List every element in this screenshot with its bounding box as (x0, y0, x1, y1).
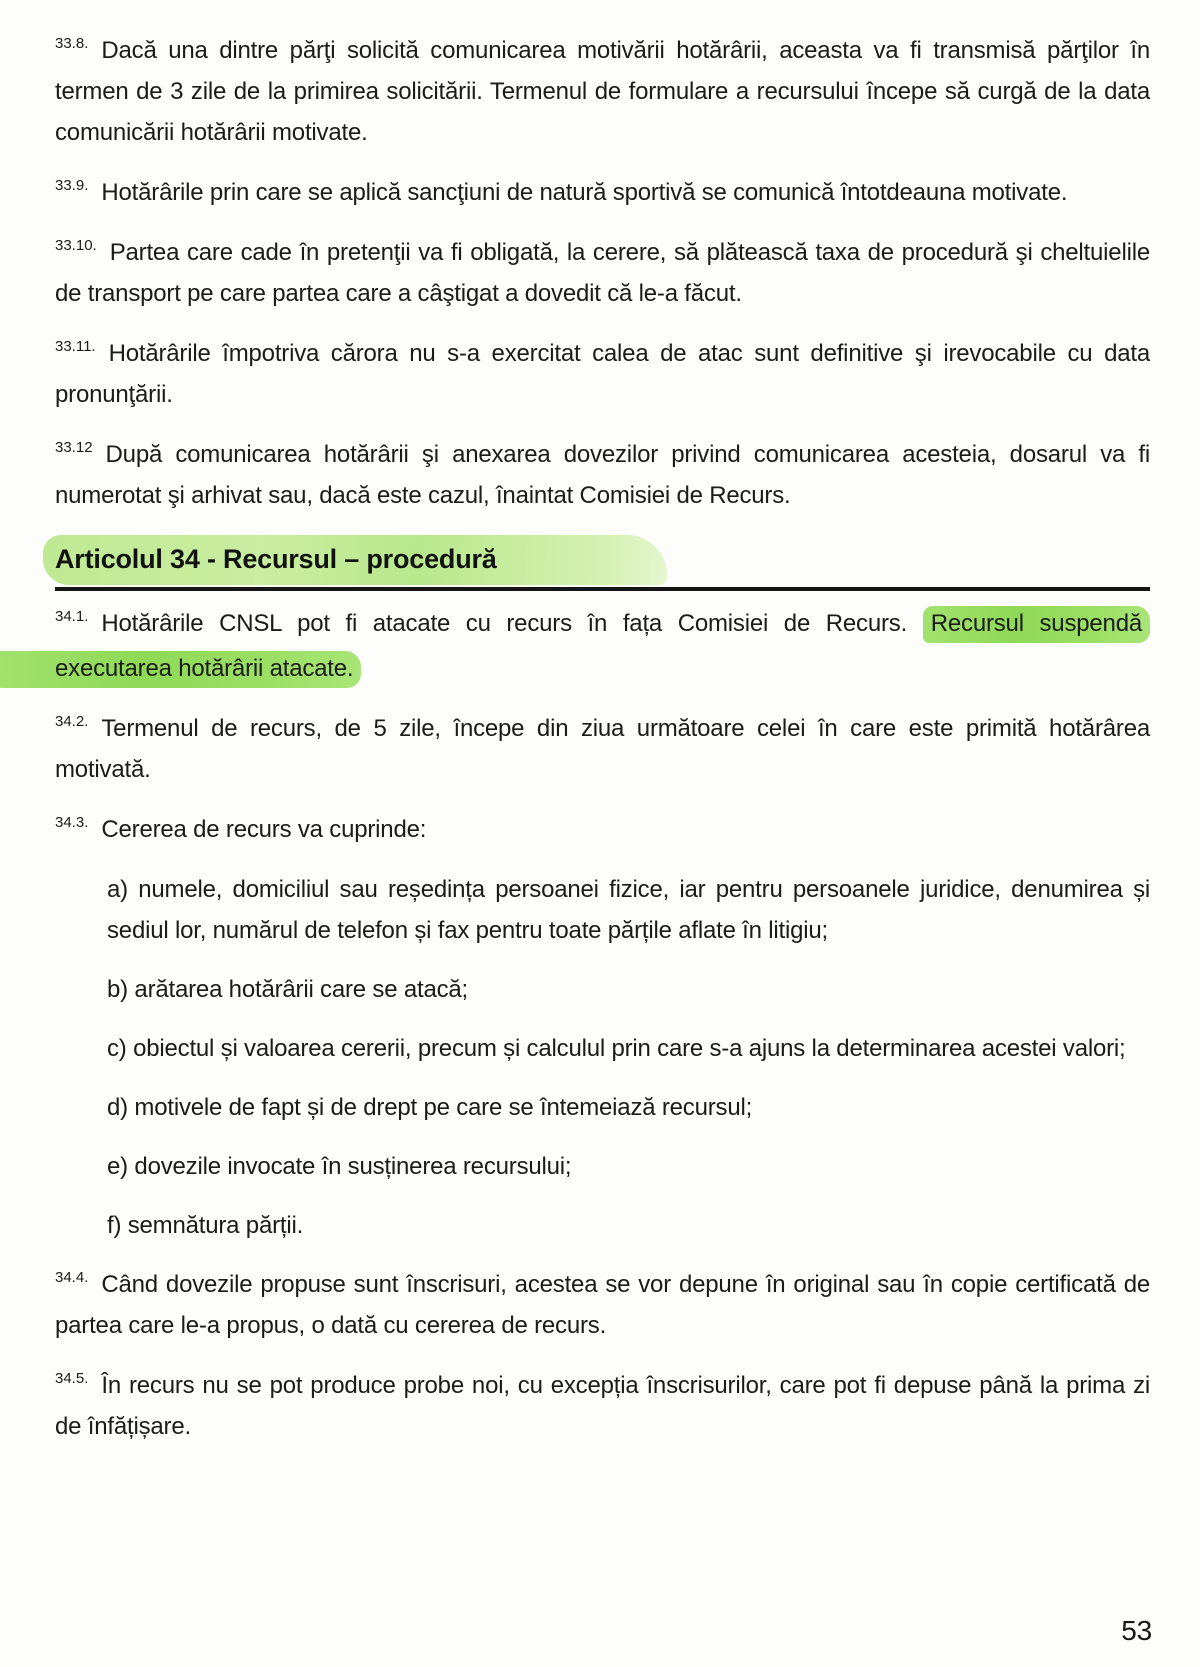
paragraph-34-1-line1 (55, 603, 1150, 644)
paragraph-number: 34.4. (55, 1269, 89, 1286)
highlighted-text-line2: executarea hotărârii atacate. (0, 651, 361, 688)
paragraph-34-2 (55, 708, 1150, 790)
paragraph-33-11 (55, 333, 1150, 415)
paragraph-text: Cererea de recurs va cuprinde: (101, 816, 427, 843)
paragraph-34-1-line2 (55, 648, 1150, 689)
list-item-text: arătarea hotărârii care se atacă; (134, 976, 469, 1003)
article-heading (55, 535, 1150, 585)
paragraph-34-4 (55, 1264, 1150, 1346)
paragraph-33-8 (55, 30, 1150, 153)
paragraph-34-1 (55, 603, 1150, 689)
paragraph-number: 34.2. (55, 713, 89, 730)
list-item-text: numele, domiciliul sau reședința persoanei fizice, iar pentru persoanele juridice, denumirea și sediul lor, numărul de telefon și fax pentru toate părțile aflate în litigiu; (107, 876, 1150, 944)
highlighted-text-line1: Recursul suspendă (923, 606, 1150, 643)
list-item-label: f) (107, 1212, 122, 1239)
list-item-f (107, 1205, 1150, 1246)
paragraph-number: 33.9. (55, 177, 89, 194)
paragraph-text: Partea care cade în pretenţii va fi obligată, la cerere, să plătească taxa de procedură şi cheltuielile de transport pe care partea care a câştigat a dovedit că le-a făcut. (55, 239, 1150, 307)
heading-highlight: Articolul 34 - Recursul – procedură (43, 535, 667, 585)
paragraph-text: Termenul de recurs, de 5 zile, începe din ziua următoare celei în care este primită hotărârea motivată. (55, 715, 1150, 783)
list-item-label: a) (107, 876, 128, 903)
paragraph-34-3 (55, 809, 1150, 850)
list-item-text: obiectul și valoarea cererii, precum și calculul prin care s-a ajuns la determinarea acestei valori; (133, 1035, 1126, 1062)
paragraph-33-12 (55, 434, 1150, 516)
paragraph-number: 34.1. (55, 608, 89, 625)
paragraph-text: După comunicarea hotărârii şi anexarea dovezilor privind comunicarea acesteia, dosarul va fi numerotat şi arhivat sau, dacă este cazul, înaintat Comisiei de Recurs. (55, 441, 1150, 509)
list-item-c (107, 1028, 1150, 1069)
section-rule-gap (55, 591, 1150, 603)
paragraph-34-5 (55, 1365, 1150, 1447)
paragraph-number: 33.12 (55, 439, 93, 456)
page-number: 53 (1121, 1615, 1152, 1646)
list-item-text: semnătura părții. (127, 1212, 304, 1239)
section-heading-block (55, 535, 1150, 591)
list-item-label: d) (107, 1094, 128, 1121)
paragraph-text: Dacă una dintre părţi solicită comunicarea motivării hotărârii, aceasta va fi transmisă părţilor în termen de 3 zile de la primirea solicitării. Termenul de formulare a recursului începe să curgă de la data comunicării hotărârii motivate. (55, 37, 1150, 146)
paragraph-number: 34.3. (55, 814, 89, 831)
paragraph-text: Hotărârile CNSL pot fi atacate cu recurs în fața Comisiei de Recurs. (101, 610, 908, 637)
list-item-a (107, 869, 1150, 951)
paragraph-number: 33.11. (55, 338, 96, 355)
paragraph-text: Când dovezile propuse sunt înscrisuri, acestea se vor depune în original sau în copie certificată de partea care le-a propus, o dată cu cererea de recurs. (55, 1271, 1150, 1339)
list-item-label: e) (107, 1153, 128, 1180)
list-item-d (107, 1087, 1150, 1128)
paragraph-number: 33.8. (55, 35, 89, 52)
list-item-text: motivele de fapt și de drept pe care se întemeiază recursul; (134, 1094, 753, 1121)
list-item-label: c) (107, 1035, 127, 1062)
paragraph-33-10 (55, 232, 1150, 314)
paragraph-text: Hotărârile prin care se aplică sancţiuni de natură sportivă se comunică întotdeauna motivate. (101, 179, 1068, 206)
list-item-text: dovezile invocate în susținerea recursului; (134, 1153, 572, 1180)
paragraph-text: În recurs nu se pot produce probe noi, cu excepția înscrisurilor, care pot fi depuse până la prima zi de înfățișare. (55, 1372, 1150, 1440)
list-item-e (107, 1146, 1150, 1187)
paragraph-number: 33.10. (55, 237, 97, 254)
paragraph-number: 34.5. (55, 1370, 89, 1387)
list-item-b (107, 969, 1150, 1010)
paragraph-text: Hotărârile împotriva cărora nu s-a exercitat calea de atac sunt definitive şi irevocabile cu data pronunţării. (55, 340, 1150, 408)
list-item-label: b) (107, 976, 128, 1003)
recurs-requirements-list (107, 869, 1150, 1246)
paragraph-33-9 (55, 172, 1150, 213)
